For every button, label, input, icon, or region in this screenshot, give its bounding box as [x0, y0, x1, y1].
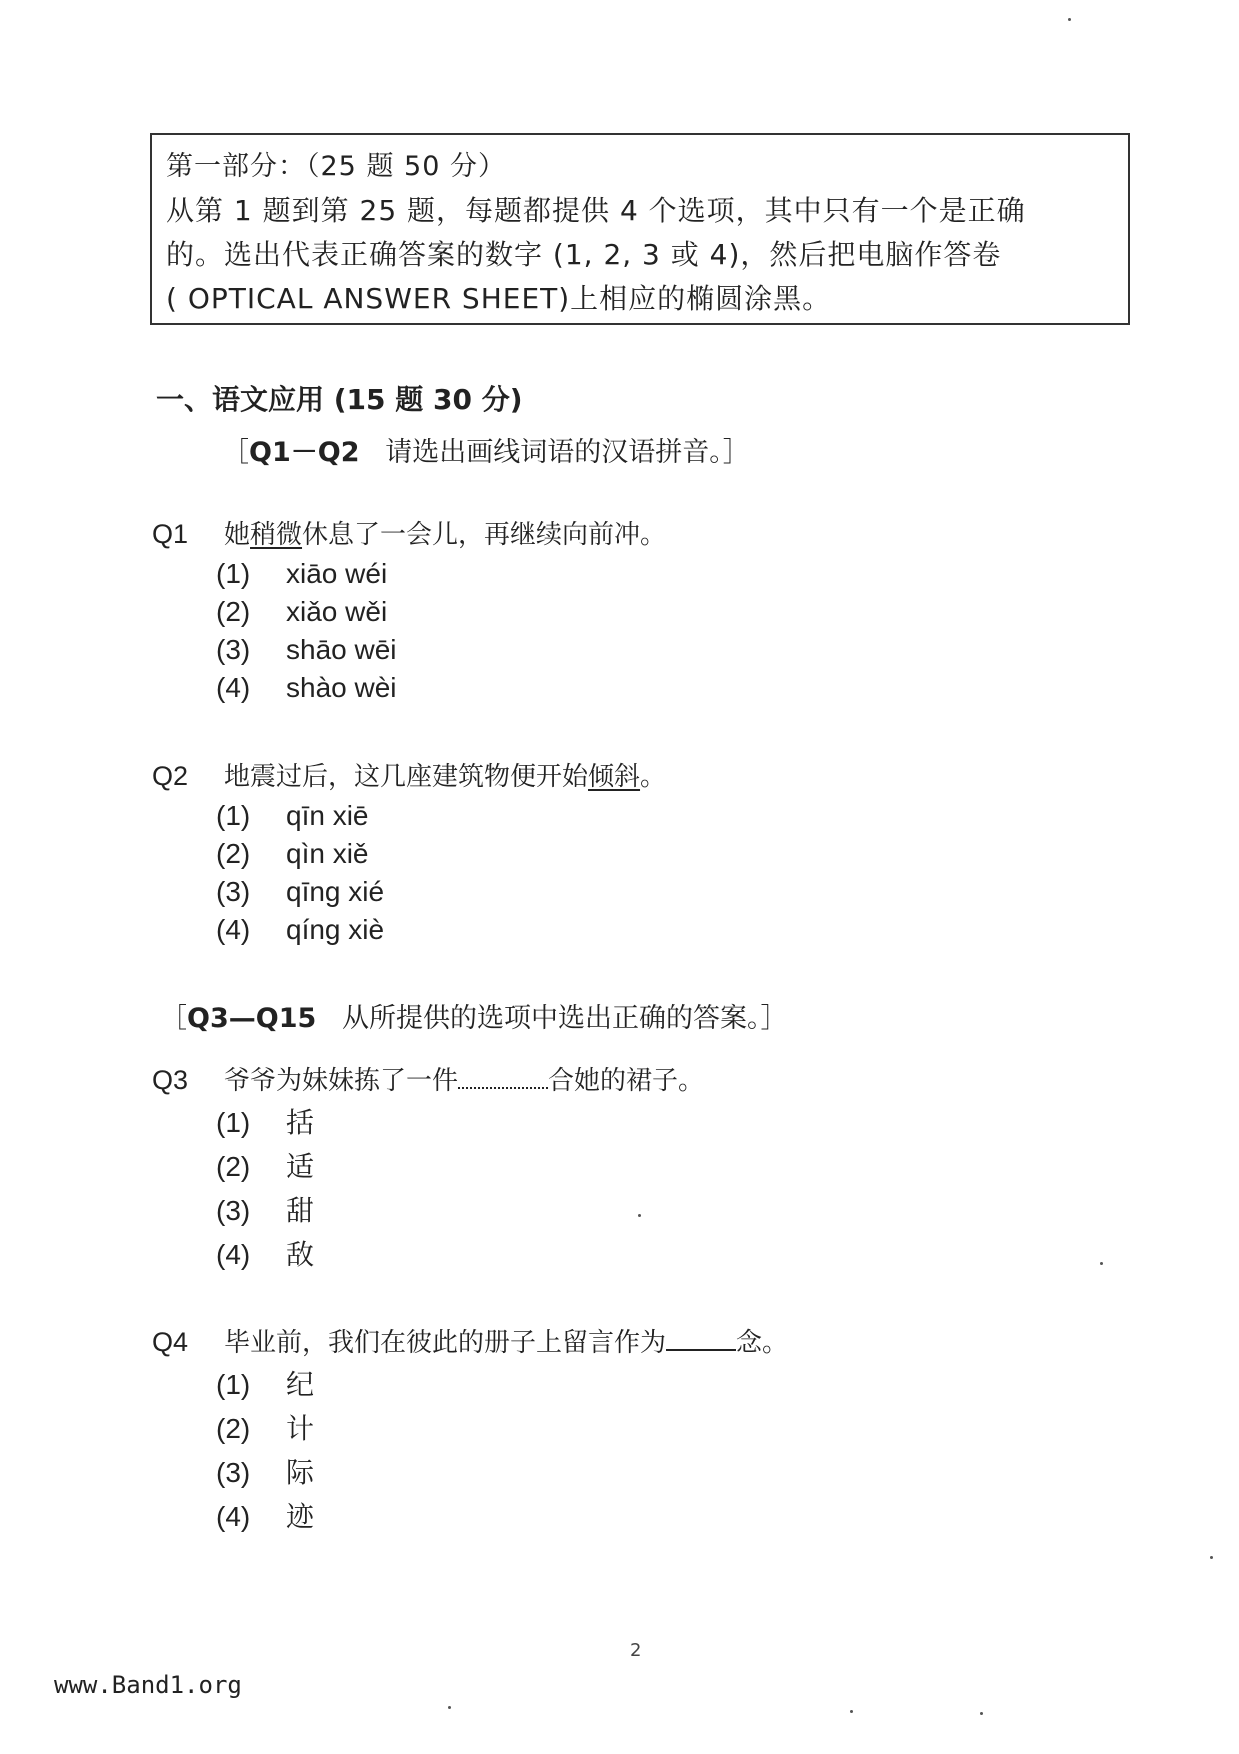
- underlined-word: 稍微: [250, 520, 303, 550]
- scan-speck: [1100, 1262, 1103, 1265]
- option-1[interactable]: (1) 纪: [216, 1369, 315, 1400]
- question-number: Q1: [152, 519, 189, 549]
- question-q2: Q2 地震过后，这几座建筑物便开始倾斜。 (1) qīn xiē (2) qìn xiě (3) qīng xié (4) qíng xiè: [152, 756, 666, 949]
- scan-speck: [980, 1712, 983, 1715]
- option-4[interactable]: (4) qíng xiè: [216, 914, 385, 945]
- answer-blank: [666, 1327, 736, 1351]
- option-1[interactable]: (1) 括: [216, 1107, 315, 1138]
- sub-instruction-text: 从所提供的选项中选出正确的答案。: [342, 1003, 761, 1034]
- option-list: [216, 797, 666, 949]
- question-q4: Q4 毕业前，我们在彼此的册子上留言作为 念。 (1) 纪 (2) 计 (3) 际 (4) 迹: [152, 1322, 788, 1539]
- option-2[interactable]: (2) qìn xiě: [216, 838, 369, 869]
- option-2[interactable]: (2) xiǎo wěi: [216, 596, 388, 627]
- option-list: [216, 1101, 704, 1277]
- option-4[interactable]: (4) 敌: [216, 1239, 315, 1270]
- underlined-word: 倾斜: [588, 762, 641, 792]
- question-q1: Q1 她稍微休息了一会儿，再继续向前冲。 (1) xiāo wéi (2) xiǎo wěi (3) shāo wēi (4) shào wèi: [152, 514, 666, 707]
- option-1[interactable]: (1) xiāo wéi: [216, 558, 388, 589]
- scan-speck: [448, 1706, 451, 1709]
- option-3[interactable]: (3) qīng xié: [216, 876, 385, 907]
- question-range: Q1－Q2: [249, 437, 360, 468]
- option-list: [216, 1363, 788, 1539]
- option-1[interactable]: (1) qīn xiē: [216, 800, 369, 831]
- option-3[interactable]: (3) 际: [216, 1457, 315, 1488]
- instruction-line: 从第 1 题到第 25 题，每题都提供 4 个选项，其中只有一个是正确: [166, 194, 1026, 227]
- scan-speck: [850, 1710, 853, 1713]
- section-title: 一、语文应用 (15 题 30 分): [156, 383, 523, 416]
- sub-instruction-text: 请选出画线词语的汉语拼音。: [385, 437, 723, 468]
- option-2[interactable]: (2) 计: [216, 1413, 315, 1444]
- answer-blank: [458, 1065, 548, 1089]
- watermark-url[interactable]: www.Band1.org: [54, 1671, 242, 1699]
- instruction-box: [150, 133, 1130, 325]
- option-3[interactable]: (3) shāo wēi: [216, 634, 397, 665]
- page-number: 2: [630, 1640, 642, 1661]
- scan-speck: [638, 1214, 641, 1217]
- instruction-line: 的。选出代表正确答案的数字 (1, 2, 3 或 4)，然后把电脑作答卷: [166, 238, 1002, 271]
- option-3[interactable]: (3) 甜: [216, 1195, 315, 1226]
- option-4[interactable]: (4) 迹: [216, 1501, 315, 1532]
- sub-instruction-q1-q2: ［Q1－Q2 请选出画线词语的汉语拼音。］: [222, 437, 750, 468]
- sub-instruction-q3-q15: ［Q3—Q15 从所提供的选项中选出正确的答案。］: [160, 1003, 788, 1034]
- question-q3: Q3 爷爷为妹妹拣了一件 合她的裙子。 (1) 括 (2) 适 (3) 甜 (4) 敌: [152, 1060, 704, 1277]
- instruction-line: ( OPTICAL ANSWER SHEET)上相应的椭圆涂黑。: [166, 282, 832, 315]
- scan-speck: [1068, 18, 1071, 21]
- question-number: Q4: [152, 1327, 189, 1357]
- option-4[interactable]: (4) shào wèi: [216, 672, 397, 703]
- question-number: Q3: [152, 1065, 189, 1095]
- question-range: Q3—Q15: [187, 1003, 317, 1034]
- instruction-part-header: 第一部分：（25 题 50 分）: [166, 151, 506, 182]
- question-number: Q2: [152, 761, 189, 791]
- scan-speck: [1210, 1556, 1213, 1559]
- option-list: [216, 555, 666, 707]
- option-2[interactable]: (2) 适: [216, 1151, 315, 1182]
